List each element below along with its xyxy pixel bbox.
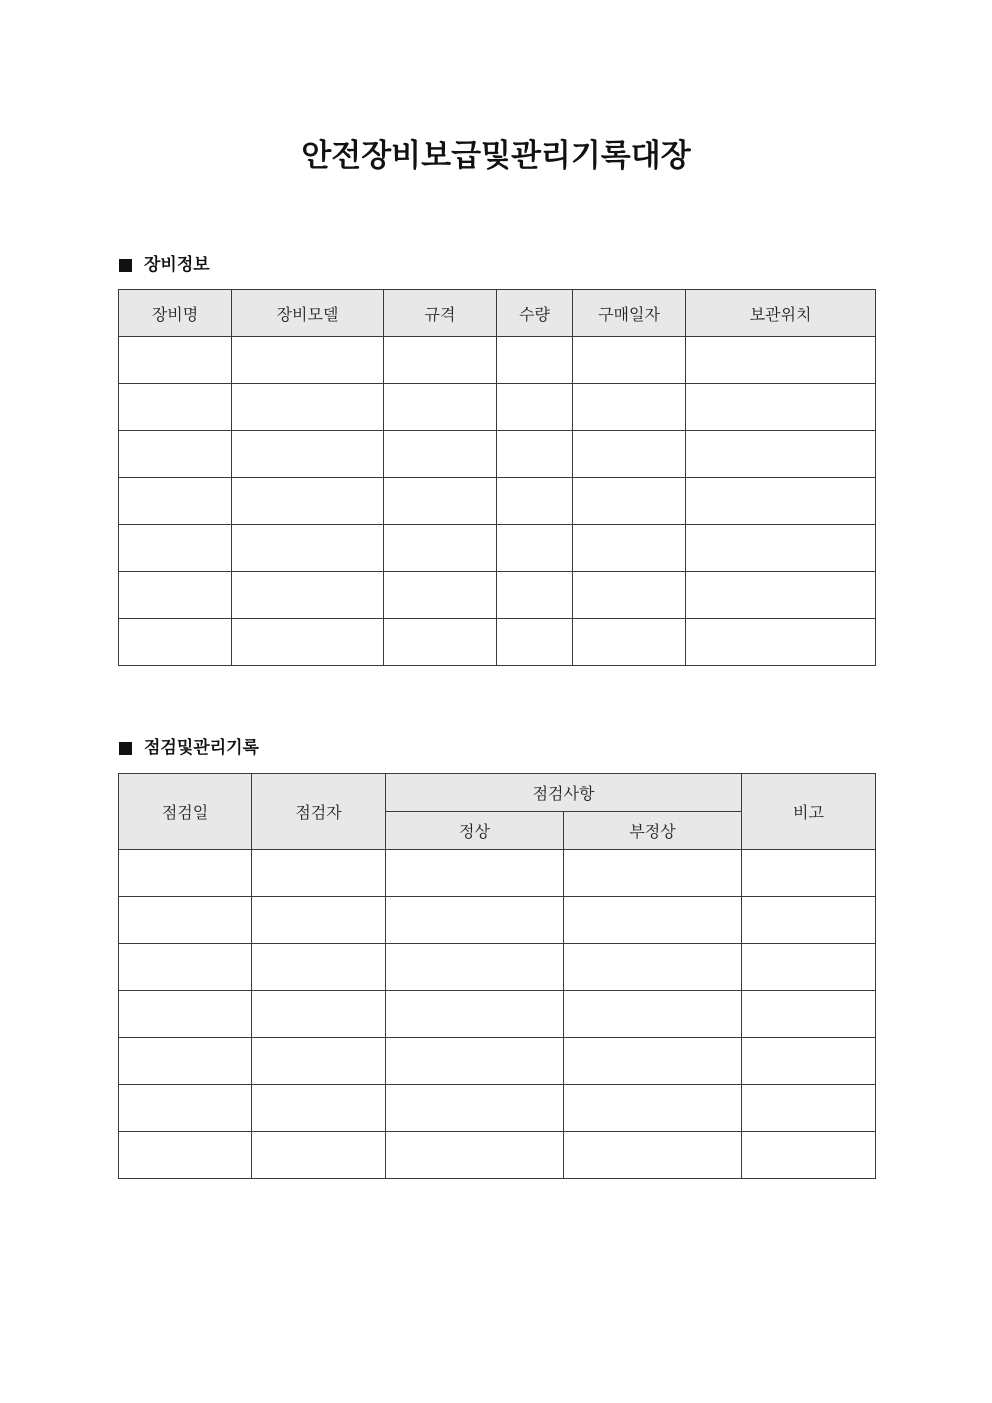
table-cell[interactable] bbox=[232, 478, 384, 525]
table-cell[interactable] bbox=[119, 897, 252, 944]
column-header-normal: 정상 bbox=[386, 812, 564, 850]
table-cell[interactable] bbox=[119, 384, 232, 431]
inspection-header-row bbox=[119, 774, 876, 812]
column-header-remarks: 비고 bbox=[742, 774, 876, 850]
table-cell[interactable] bbox=[252, 850, 386, 897]
column-header-spec: 규격 bbox=[384, 290, 497, 337]
column-header-inspection-items: 점검사항 bbox=[386, 774, 742, 812]
column-header-storage-location: 보관위치 bbox=[686, 290, 876, 337]
table-cell[interactable] bbox=[232, 525, 384, 572]
table-cell[interactable] bbox=[232, 337, 384, 384]
table-cell[interactable] bbox=[386, 944, 564, 991]
table-cell[interactable] bbox=[232, 384, 384, 431]
column-header-inspection-date: 점검일 bbox=[119, 774, 252, 850]
table-cell[interactable] bbox=[232, 572, 384, 619]
inspection-table-body bbox=[119, 850, 876, 1179]
table-cell[interactable] bbox=[119, 991, 252, 1038]
table-cell[interactable] bbox=[232, 431, 384, 478]
table-cell[interactable] bbox=[497, 431, 573, 478]
table-cell[interactable] bbox=[573, 619, 686, 666]
table-row bbox=[119, 991, 876, 1038]
table-cell[interactable] bbox=[252, 1085, 386, 1132]
table-row bbox=[119, 850, 876, 897]
table-cell[interactable] bbox=[742, 1132, 876, 1179]
table-cell[interactable] bbox=[686, 572, 876, 619]
table-cell[interactable] bbox=[564, 1085, 742, 1132]
table-row bbox=[119, 525, 876, 572]
table-row bbox=[119, 1132, 876, 1179]
table-cell[interactable] bbox=[386, 850, 564, 897]
table-cell[interactable] bbox=[497, 525, 573, 572]
table-cell[interactable] bbox=[742, 1038, 876, 1085]
table-cell[interactable] bbox=[497, 478, 573, 525]
table-row bbox=[119, 572, 876, 619]
table-cell[interactable] bbox=[386, 991, 564, 1038]
table-cell[interactable] bbox=[384, 525, 497, 572]
table-cell[interactable] bbox=[742, 991, 876, 1038]
table-row bbox=[119, 897, 876, 944]
table-cell[interactable] bbox=[573, 525, 686, 572]
table-cell[interactable] bbox=[686, 384, 876, 431]
equipment-table bbox=[118, 289, 876, 666]
table-cell[interactable] bbox=[564, 944, 742, 991]
table-row bbox=[119, 337, 876, 384]
table-row bbox=[119, 619, 876, 666]
equipment-section-label: 장비정보 bbox=[144, 255, 210, 275]
equipment-section-heading bbox=[119, 253, 210, 277]
table-cell[interactable] bbox=[686, 337, 876, 384]
table-row bbox=[119, 944, 876, 991]
square-bullet-icon bbox=[119, 742, 132, 755]
table-cell[interactable] bbox=[386, 1038, 564, 1085]
table-row bbox=[119, 1085, 876, 1132]
table-cell[interactable] bbox=[384, 572, 497, 619]
table-row bbox=[119, 478, 876, 525]
table-cell[interactable] bbox=[384, 384, 497, 431]
column-header-abnormal: 부정상 bbox=[564, 812, 742, 850]
table-cell[interactable] bbox=[119, 478, 232, 525]
table-cell[interactable] bbox=[497, 337, 573, 384]
table-cell[interactable] bbox=[119, 337, 232, 384]
table-cell[interactable] bbox=[119, 619, 232, 666]
table-cell[interactable] bbox=[252, 1132, 386, 1179]
table-cell[interactable] bbox=[564, 1038, 742, 1085]
table-cell[interactable] bbox=[252, 944, 386, 991]
table-cell[interactable] bbox=[564, 897, 742, 944]
table-cell[interactable] bbox=[497, 619, 573, 666]
table-cell[interactable] bbox=[119, 572, 232, 619]
table-cell[interactable] bbox=[686, 619, 876, 666]
table-cell[interactable] bbox=[497, 384, 573, 431]
table-cell[interactable] bbox=[564, 991, 742, 1038]
table-cell[interactable] bbox=[119, 1132, 252, 1179]
table-cell[interactable] bbox=[384, 478, 497, 525]
table-cell[interactable] bbox=[384, 619, 497, 666]
table-cell[interactable] bbox=[564, 850, 742, 897]
table-cell[interactable] bbox=[573, 478, 686, 525]
table-row bbox=[119, 1038, 876, 1085]
column-header-name: 장비명 bbox=[119, 290, 232, 337]
column-header-quantity: 수량 bbox=[497, 290, 573, 337]
inspection-table bbox=[118, 773, 876, 1179]
table-cell[interactable] bbox=[573, 431, 686, 478]
table-cell[interactable] bbox=[686, 478, 876, 525]
table-cell[interactable] bbox=[742, 850, 876, 897]
table-row bbox=[119, 384, 876, 431]
table-cell[interactable] bbox=[232, 619, 384, 666]
table-row bbox=[119, 431, 876, 478]
column-header-inspector: 점검자 bbox=[252, 774, 386, 850]
table-cell[interactable] bbox=[686, 431, 876, 478]
page-title: 안전장비보급및관리기록대장 bbox=[301, 138, 691, 174]
inspection-section-heading bbox=[119, 736, 259, 760]
table-cell[interactable] bbox=[564, 1132, 742, 1179]
table-cell[interactable] bbox=[119, 850, 252, 897]
table-cell[interactable] bbox=[252, 1038, 386, 1085]
equipment-header-row bbox=[119, 290, 876, 337]
table-cell[interactable] bbox=[384, 337, 497, 384]
table-cell[interactable] bbox=[386, 897, 564, 944]
table-cell[interactable] bbox=[573, 337, 686, 384]
table-cell[interactable] bbox=[742, 897, 876, 944]
table-cell[interactable] bbox=[384, 431, 497, 478]
inspection-section-label: 점검및관리기록 bbox=[144, 738, 259, 758]
table-cell[interactable] bbox=[686, 525, 876, 572]
table-cell[interactable] bbox=[742, 1085, 876, 1132]
table-cell[interactable] bbox=[119, 525, 232, 572]
table-cell[interactable] bbox=[119, 1038, 252, 1085]
table-cell[interactable] bbox=[742, 944, 876, 991]
table-cell[interactable] bbox=[386, 1085, 564, 1132]
column-header-purchase-date: 구매일자 bbox=[573, 290, 686, 337]
table-cell[interactable] bbox=[386, 1132, 564, 1179]
table-cell[interactable] bbox=[497, 572, 573, 619]
table-cell[interactable] bbox=[252, 991, 386, 1038]
table-cell[interactable] bbox=[252, 897, 386, 944]
table-cell[interactable] bbox=[119, 1085, 252, 1132]
column-header-model: 장비모델 bbox=[232, 290, 384, 337]
table-cell[interactable] bbox=[573, 572, 686, 619]
table-cell[interactable] bbox=[573, 384, 686, 431]
equipment-table-body bbox=[119, 337, 876, 666]
square-bullet-icon bbox=[119, 259, 132, 272]
table-cell[interactable] bbox=[119, 431, 232, 478]
table-cell[interactable] bbox=[119, 944, 252, 991]
